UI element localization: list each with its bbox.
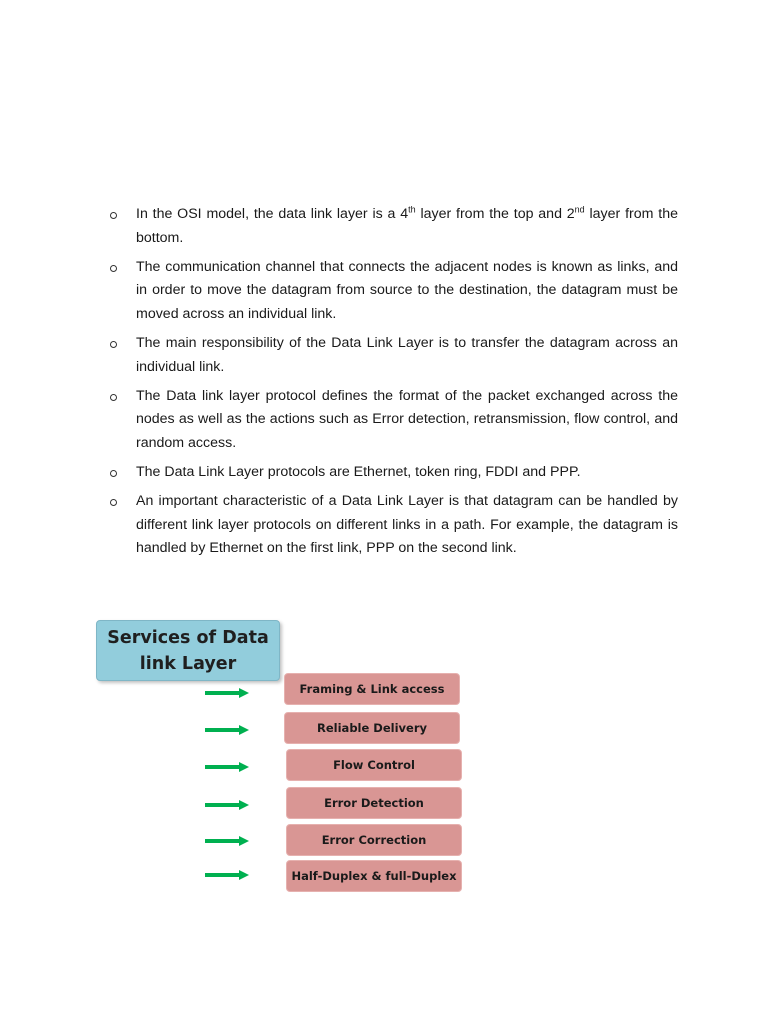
- bullet-text: In the OSI model, the data link layer is a 4th layer from the top and 2nd layer from the bottom.: [136, 204, 678, 246]
- arrow-right-icon: [205, 762, 249, 772]
- arrow-right-icon: [205, 870, 249, 880]
- arrow-right-icon: [205, 800, 249, 810]
- service-flow-control: Flow Control: [286, 749, 462, 781]
- arrow-right-icon: [205, 725, 249, 735]
- bullet-text: An important characteristic of a Data Link Layer is that datagram can be handled by different link layer protocols on different links in a path. For example, the datagram is handled by Ethernet on the first link, PPP on the second link.: [136, 492, 678, 557]
- service-half-full-duplex: Half-Duplex & full-Duplex: [286, 860, 462, 892]
- arrow-right-icon: [205, 836, 249, 846]
- bullet-text: The Data Link Layer protocols are Ethernet, token ring, FDDI and PPP.: [136, 463, 581, 480]
- bullet-text: The communication channel that connects the adjacent nodes is known as links, and in order to move the datagram from source to the destination, the datagram must be moved across an individual link.: [136, 258, 678, 323]
- service-error-detection: Error Detection: [286, 787, 462, 819]
- service-error-correction: Error Correction: [286, 824, 462, 856]
- service-framing-link-access: Framing & Link access: [284, 673, 460, 705]
- arrow-right-icon: [205, 688, 249, 698]
- service-reliable-delivery: Reliable Delivery: [284, 712, 460, 744]
- bullet-text: The main responsibility of the Data Link Layer is to transfer the datagram across an individual link.: [136, 334, 678, 375]
- bullet-text: The Data link layer protocol defines the format of the packet exchanged across the nodes as well as the actions such as Error detection, retransmission, flow control, and random access.: [136, 387, 678, 452]
- diagram-title: Services of Data link Layer: [96, 620, 280, 681]
